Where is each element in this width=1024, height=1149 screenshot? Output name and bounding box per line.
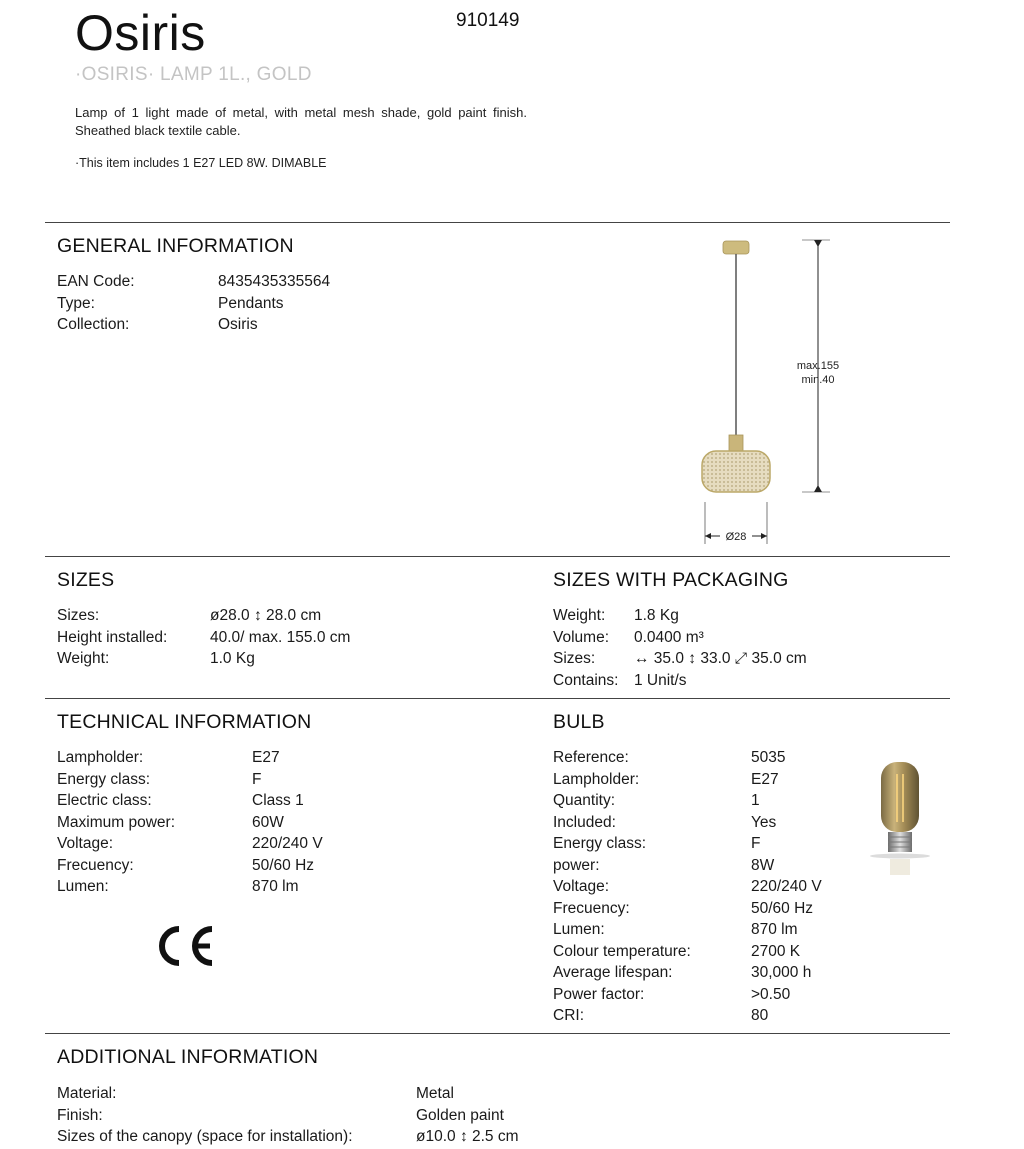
bulb-label: CRI: xyxy=(553,1007,584,1024)
bulb-label: Colour temperature: xyxy=(553,942,691,960)
bulb-label: Average lifespan: xyxy=(553,964,673,981)
technical-label: Energy class: xyxy=(57,770,151,788)
mesh-shade xyxy=(702,451,770,492)
general-value: Osiris xyxy=(218,316,258,333)
packaging-label: Sizes: xyxy=(553,650,596,667)
bulb-row xyxy=(553,919,822,941)
technical-label: Lumen: xyxy=(57,878,109,895)
packaging-value: 0.0400 m³ xyxy=(634,628,704,646)
additional-row xyxy=(57,1083,519,1105)
sizes-label: Weight: xyxy=(57,650,110,667)
divider xyxy=(45,698,950,699)
bulb-value: 2700 K xyxy=(751,942,801,960)
technical-row xyxy=(57,812,323,834)
bulb-label: Lampholder: xyxy=(553,770,640,788)
bulb-title: BULB xyxy=(553,711,605,733)
technical-value: Class 1 xyxy=(252,792,304,809)
bulb-value: 1 xyxy=(751,792,760,809)
technical-row xyxy=(57,747,323,769)
technical-information-list xyxy=(57,747,323,898)
bulb-label: Included: xyxy=(553,813,616,831)
general-row xyxy=(57,314,330,336)
bulb-value: 30,000 h xyxy=(751,964,812,981)
general-label: EAN Code: xyxy=(57,273,135,290)
additional-label: Sizes of the canopy (space for installation): xyxy=(57,1128,353,1145)
bulb-row xyxy=(553,876,822,898)
packaging-row xyxy=(553,605,807,627)
bulb-row xyxy=(553,833,822,855)
packaging-row xyxy=(553,648,807,670)
height-label-max: max.155 xyxy=(796,360,840,372)
bulb-label: Frecuency: xyxy=(553,899,630,917)
canopy-shape xyxy=(723,241,749,254)
packaging-label: Weight: xyxy=(553,607,606,624)
sizes-value: 40.0/ max. 155.0 cm xyxy=(210,628,351,646)
bulb-value: 5035 xyxy=(751,749,786,766)
technical-row xyxy=(57,790,323,812)
sizes-list xyxy=(57,605,350,670)
bulb-row xyxy=(553,769,822,791)
technical-label: Maximum power: xyxy=(57,813,175,831)
packaging-value: 1 Unit/s xyxy=(634,671,687,689)
bulb-value: E27 xyxy=(751,770,779,788)
technical-row xyxy=(57,769,323,791)
divider xyxy=(45,1033,950,1034)
bulb-label: Voltage: xyxy=(553,878,610,895)
packaging-label: Volume: xyxy=(553,628,610,646)
technical-label: Voltage: xyxy=(57,835,114,852)
packaging-row xyxy=(553,670,807,692)
pendant-dimension-diagram xyxy=(690,232,860,547)
product-subtitle: ·OSIRIS· LAMP 1L., GOLD xyxy=(75,64,312,85)
general-row xyxy=(57,293,330,315)
bulb-row xyxy=(553,898,822,920)
packaging-label: Contains: xyxy=(553,671,619,689)
sizes-title: SIZES xyxy=(57,569,115,591)
general-label: Collection: xyxy=(57,316,130,333)
bulb-value: 50/60 Hz xyxy=(751,899,814,917)
general-value: Pendants xyxy=(218,294,284,312)
ce-mark-icon xyxy=(152,920,216,972)
diameter-label: Ø28 xyxy=(725,531,747,543)
sizes-row xyxy=(57,627,350,649)
bulb-row xyxy=(553,855,822,877)
sizes-label: Sizes: xyxy=(57,607,100,624)
bulb-label: Power factor: xyxy=(553,985,645,1003)
technical-information-title: TECHNICAL INFORMATION xyxy=(57,711,312,733)
bulb-row xyxy=(553,962,822,984)
bulb-value: Yes xyxy=(751,813,777,831)
technical-label: Frecuency: xyxy=(57,856,134,874)
bulb-row xyxy=(553,984,822,1006)
bulb-value: 8W xyxy=(751,856,775,874)
bulb-label: power: xyxy=(553,856,600,874)
additional-information-list xyxy=(57,1083,519,1148)
bulb-label: Energy class: xyxy=(553,835,647,852)
bulb-value: 870 lm xyxy=(751,921,798,938)
bulb-value: F xyxy=(751,835,761,852)
general-information-title: GENERAL INFORMATION xyxy=(57,235,294,257)
bulb-value: 220/240 V xyxy=(751,878,822,895)
additional-row xyxy=(57,1126,519,1148)
additional-row xyxy=(57,1105,519,1127)
technical-row xyxy=(57,855,323,877)
bulb-image xyxy=(860,752,940,882)
technical-row xyxy=(57,876,323,898)
bulb-label: Reference: xyxy=(553,749,629,766)
bulb-glass xyxy=(881,762,919,832)
height-label-min: min.40 xyxy=(801,374,835,386)
packaging-value: ↔ 35.0 ↕ 33.0 ⤢ 35.0 cm xyxy=(634,650,807,667)
product-reference: 910149 xyxy=(456,10,520,31)
additional-value: Golden paint xyxy=(416,1106,504,1124)
additional-label: Material: xyxy=(57,1085,117,1102)
packaging-row xyxy=(553,627,807,649)
additional-value: Metal xyxy=(416,1085,454,1102)
technical-label: Lampholder: xyxy=(57,749,144,766)
additional-label: Finish: xyxy=(57,1106,103,1124)
sizes-row xyxy=(57,648,350,670)
bulb-value: 80 xyxy=(751,1007,769,1024)
bulb-row xyxy=(553,790,822,812)
bulb-row xyxy=(553,812,822,834)
bulb-label: Lumen: xyxy=(553,921,605,938)
general-row xyxy=(57,271,330,293)
additional-information-title: ADDITIONAL INFORMATION xyxy=(57,1046,319,1068)
technical-value: E27 xyxy=(252,749,280,766)
packaging-list xyxy=(553,605,807,691)
sizes-value: 1.0 Kg xyxy=(210,650,255,667)
bulb-list xyxy=(553,747,822,1027)
technical-value: F xyxy=(252,770,262,788)
technical-value: 870 lm xyxy=(252,878,299,895)
additional-value: ø10.0 ↕ 2.5 cm xyxy=(416,1128,519,1145)
product-description: Lamp of 1 light made of metal, with metal mesh shade, gold paint finish. Sheathed black textile cable. xyxy=(75,105,527,138)
technical-value: 60W xyxy=(252,813,284,831)
sizes-value: ø28.0 ↕ 28.0 cm xyxy=(210,607,322,624)
product-includes: ·This item includes 1 E27 LED 8W. DIMABLE xyxy=(75,156,327,170)
sizes-label: Height installed: xyxy=(57,628,168,646)
packaging-value: 1.8 Kg xyxy=(634,607,679,624)
divider xyxy=(45,222,950,223)
bulb-row xyxy=(553,941,822,963)
technical-row xyxy=(57,833,323,855)
technical-value: 50/60 Hz xyxy=(252,856,315,874)
bulb-label: Quantity: xyxy=(553,792,616,809)
bulb-row xyxy=(553,747,822,769)
bulb-value: >0.50 xyxy=(751,985,791,1003)
packaging-title: SIZES WITH PACKAGING xyxy=(553,569,789,591)
technical-value: 220/240 V xyxy=(252,835,323,852)
technical-label: Electric class: xyxy=(57,792,152,809)
sizes-row xyxy=(57,605,350,627)
product-title: Osiris xyxy=(75,5,206,61)
divider xyxy=(45,556,950,557)
general-information-list xyxy=(57,271,330,336)
general-value: 8435435335564 xyxy=(218,273,331,290)
general-label: Type: xyxy=(57,294,95,312)
bulb-row xyxy=(553,1005,822,1027)
